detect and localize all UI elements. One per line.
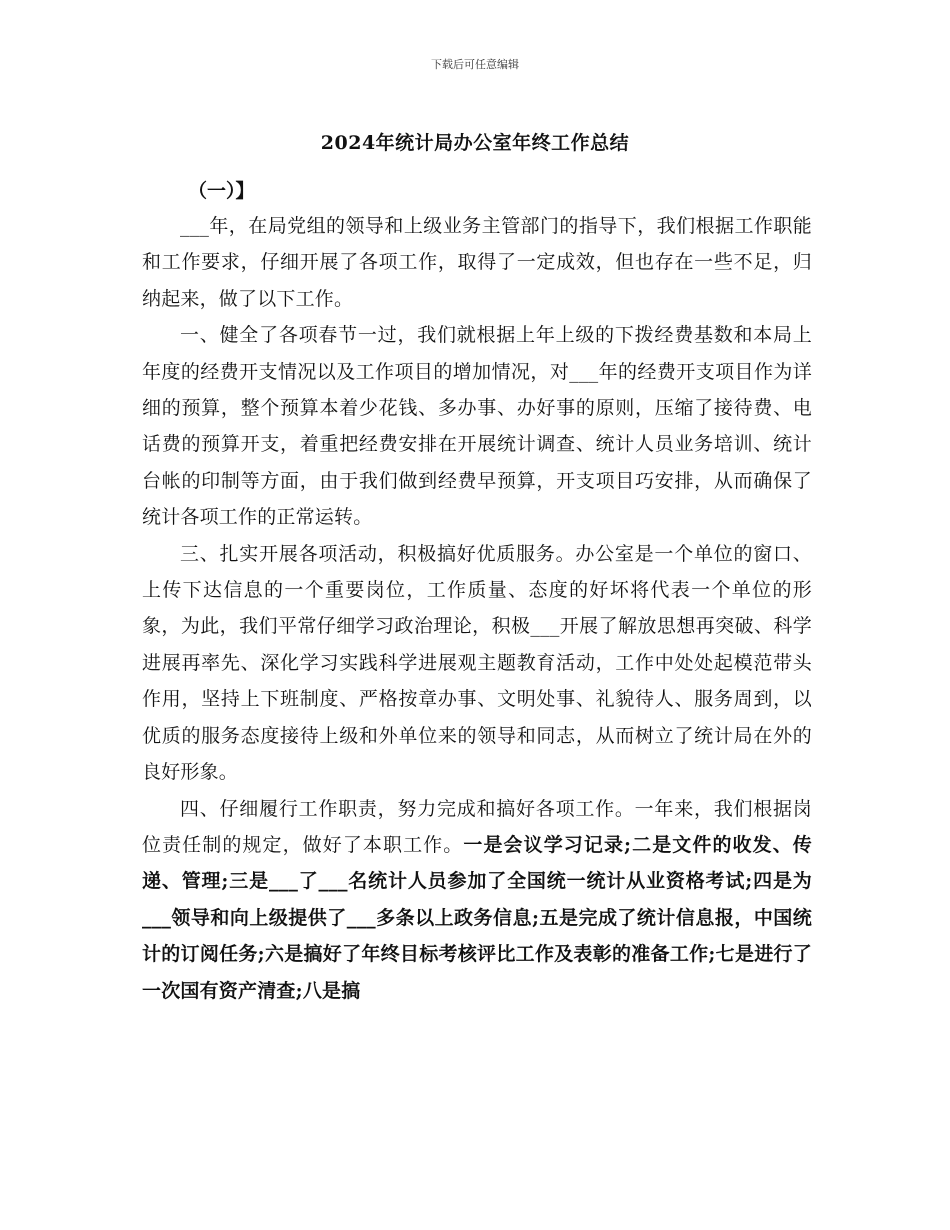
- paragraph-budget: 一、健全了各项春节一过，我们就根据上年上级的下拨经费基数和本局上年度的经费开支情况以及工作项目的增加情况，对___年的经费开支项目作为详细的预算，整个预算本着少花钱、多办事、办好事的原则，压缩了接待费、电话费的预算开支，着重把经费安排在开展统计调查、统计人员业务培训、统计台帐的印制等方面，由于我们做到经费早预算，开支项目巧安排，从而确保了统计各项工作的正常运转。: [142, 324, 812, 529]
- page-header-note: 下载后可任意编辑: [431, 58, 519, 71]
- paragraph-intro: ___年，在局党组的领导和上级业务主管部门的指导下，我们根据工作职能和工作要求，仔细开展了各项工作，取得了一定成效，但也存在一些不足，归纳起来，做了以下工作。: [142, 215, 812, 310]
- document-body: [142, 208, 812, 1009]
- paragraph-duties: [142, 791, 812, 1009]
- paragraph-duties-list: 一是会议学习记录;二是文件的收发、传递、管理;三是___了___名统计人员参加了全国统一统计从业资格考试;四是为___领导和向上级提供了___多条以上政务信息;五是完成了统计信息报，中国统计的订阅任务;六是搞好了年终目标考核评比工作及表彰的准备工作;七是进行了一次国有资产清查;八是搞: [142, 833, 813, 1002]
- paragraph-duties-text: 四、仔细履行工作职责，努力完成和搞好各项工作。一年来，我们根据岗位责任制的规定，做好了本职工作。: [142, 797, 812, 856]
- document-title: 2024年统计局办公室年终工作总结: [320, 132, 630, 154]
- paragraph-service: 三、扎实开展各项活动，积极搞好优质服务。办公室是一个单位的窗口、上传下达信息的一个重要岗位，工作质量、态度的好坏将代表一个单位的形象，为此，我们平常仔细学习政治理论，积极___开展了解放思想再突破、科学进展再率先、深化学习实践科学进展观主题教育活动，工作中处处起模范带头作用，坚持上下班制度、严格按章办事、文明处事、礼貌待人、服务周到，以优质的服务态度接待上级和外单位来的领导和同志，从而树立了统计局在外的良好形象。: [142, 542, 812, 784]
- section-heading: （一）】: [188, 180, 255, 202]
